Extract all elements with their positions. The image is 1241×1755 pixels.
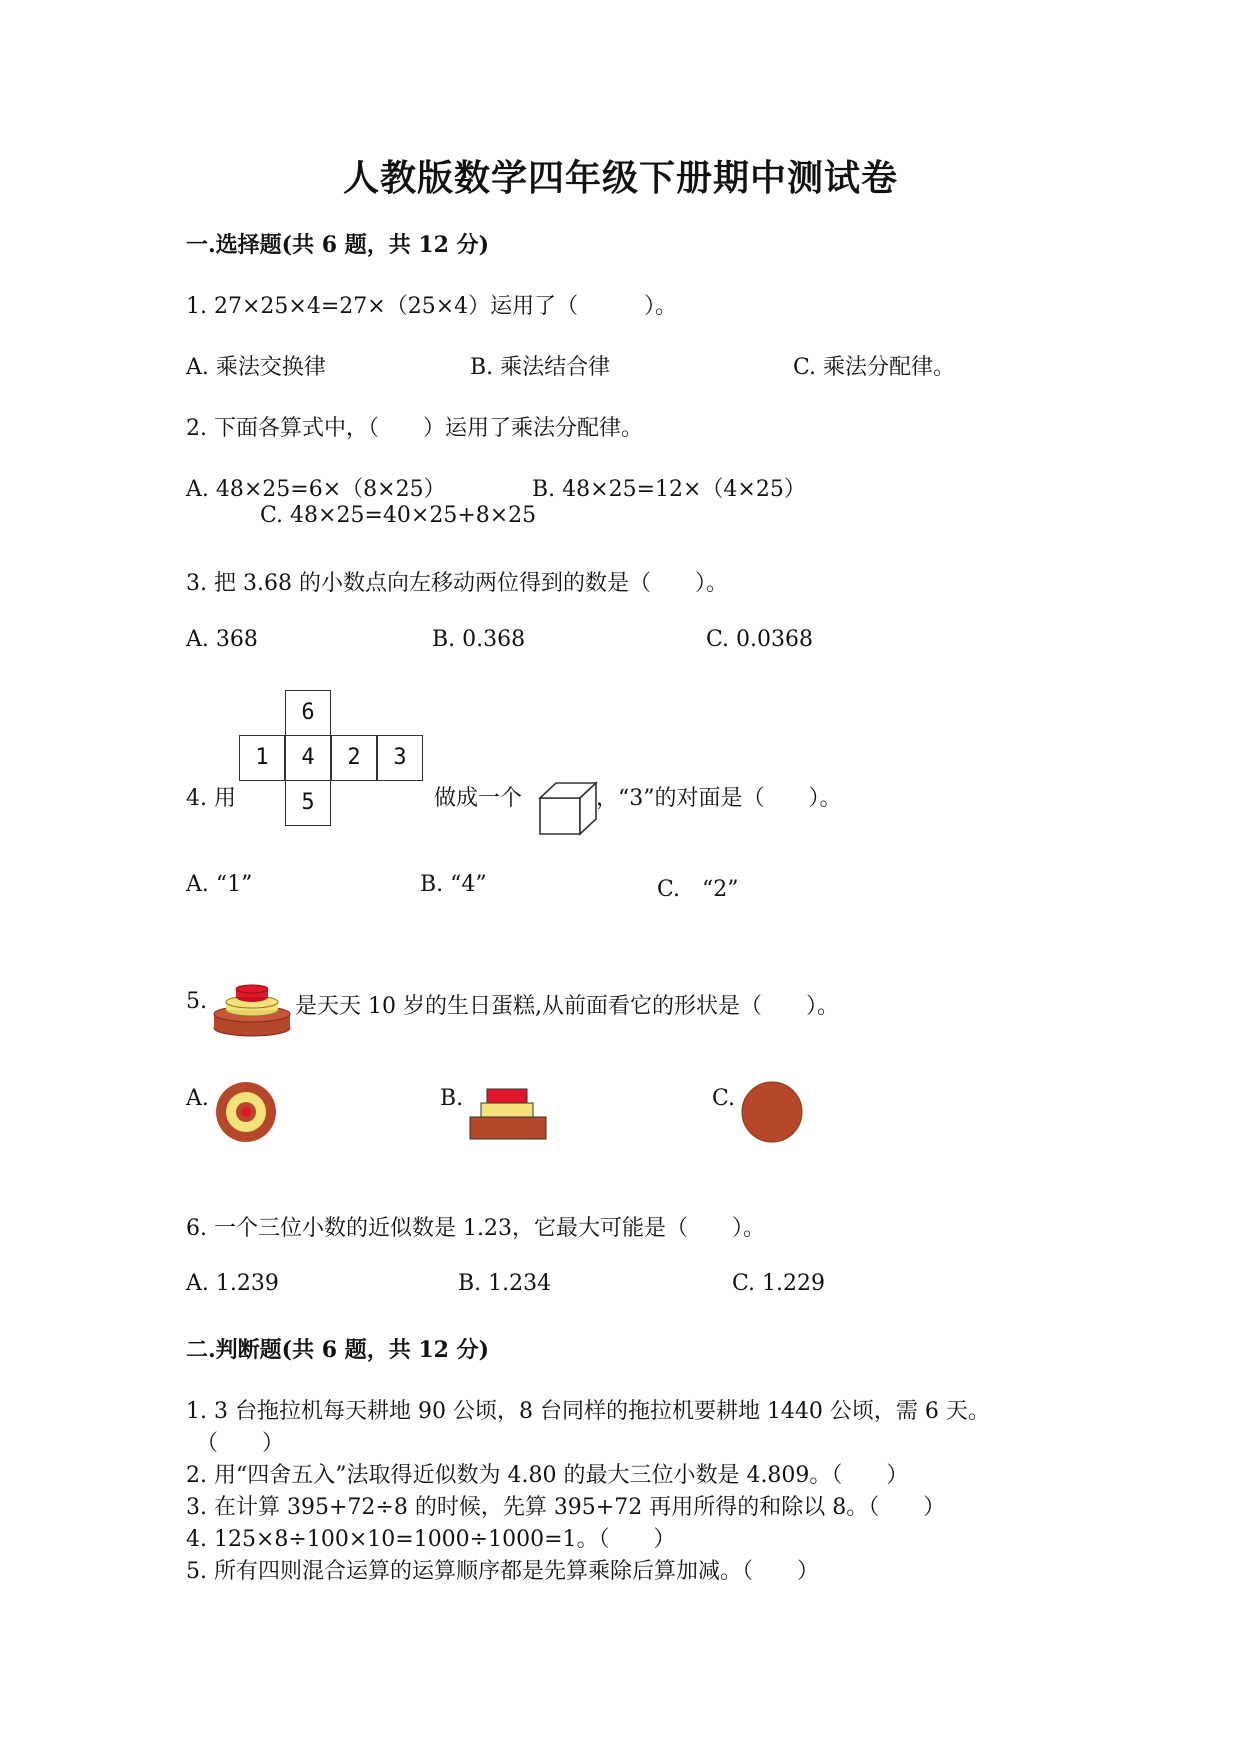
q1-option-b: B. 乘法结合律	[470, 355, 611, 380]
q6-option-c: C. 1.229	[732, 1271, 826, 1296]
q5-option-b: B.	[440, 1086, 464, 1111]
q3-option-c: C. 0.0368	[706, 627, 814, 652]
q4-option-c: C. “2”	[657, 877, 739, 902]
solid-circle-image	[740, 1080, 804, 1144]
q3-option-a: A. 368	[186, 627, 258, 652]
section-heading: 二.判断题(共 6 题，共 12 分)	[186, 1337, 490, 1363]
judgment-item: 1. 3 台拖拉机每天耕地 90 公顷，8 台同样的拖拉机要耕地 1440 公顷，需 6 天。	[186, 1399, 990, 1424]
judgment-item: 4. 125×8÷100×10=1000÷1000=1。（ ）	[186, 1527, 676, 1552]
net-cell: 3	[377, 735, 423, 781]
question-5-stem: 是天天 10 岁的生日蛋糕,从前面看它的形状是（ ）。	[295, 994, 839, 1019]
judgment-item: 3. 在计算 395+72÷8 的时候，先算 395+72 再用所得的和除以 8。（ ）	[186, 1495, 946, 1520]
q5-option-a: A.	[186, 1086, 209, 1111]
q2-option-c: C. 48×25=40×25+8×25	[260, 503, 537, 528]
q4-option-b: B. “4”	[420, 872, 487, 897]
birthday-cake-image	[210, 984, 294, 1042]
stacked-rectangles-image	[469, 1088, 549, 1144]
concentric-circles-image	[214, 1080, 278, 1144]
cube-icon	[538, 780, 600, 836]
judgment-answer-blank: （ ）	[196, 1431, 285, 1456]
question-6-stem: 6. 一个三位小数的近似数是 1.23，它最大可能是（ ）。	[186, 1216, 765, 1241]
net-cell: 5	[285, 780, 331, 826]
question-3-stem: 3. 把 3.68 的小数点向左移动两位得到的数是（ ）。	[186, 571, 728, 596]
q1-option-c: C. 乘法分配律。	[793, 355, 956, 380]
q2-option-b: B. 48×25=12×（4×25）	[532, 477, 806, 502]
net-cell: 6	[285, 690, 331, 736]
net-cell: 4	[285, 735, 331, 781]
page-title: 人教版数学四年级下册期中测试卷	[342, 157, 898, 199]
question-4-middle: 做成一个	[434, 786, 523, 811]
cube-net-figure	[239, 690, 429, 830]
question-5-prefix: 5.	[186, 989, 207, 1014]
q6-option-b: B. 1.234	[458, 1271, 552, 1296]
q2-option-a: A. 48×25=6×（8×25）	[186, 477, 446, 502]
q1-option-a: A. 乘法交换律	[186, 355, 326, 380]
question-2-stem: 2. 下面各算式中，（ ）运用了乘法分配律。	[186, 416, 643, 441]
question-1-stem: 1. 27×25×4=27×（25×4）运用了（ ）。	[186, 294, 678, 319]
q6-option-a: A. 1.239	[186, 1271, 279, 1296]
judgment-item: 5. 所有四则混合运算的运算顺序都是先算乘除后算加减。（ ）	[186, 1559, 819, 1584]
q4-option-a: A. “1”	[186, 872, 253, 897]
q5-option-c: C.	[712, 1086, 736, 1111]
section-heading: 一.选择题(共 6 题，共 12 分)	[186, 232, 490, 258]
question-4-suffix: ，“3”的对面是（ ）。	[596, 786, 842, 811]
net-cell: 2	[331, 735, 377, 781]
question-4-prefix: 4. 用	[186, 786, 236, 811]
net-cell: 1	[239, 735, 285, 781]
judgment-item: 2. 用“四舍五入”法取得近似数为 4.80 的最大三位小数是 4.809。（ ）	[186, 1463, 909, 1488]
q3-option-b: B. 0.368	[432, 627, 526, 652]
